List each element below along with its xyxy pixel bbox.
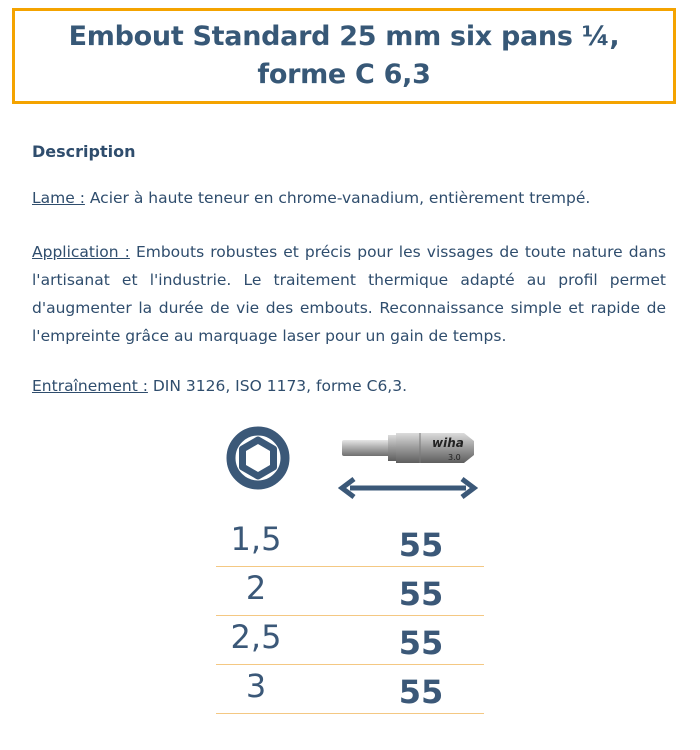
lame-label: Lame : <box>32 189 85 207</box>
lame-text: Acier à haute teneur en chrome-vanadium, entièrement trempé. <box>84 189 591 207</box>
entrainement-label: Entraînement : <box>32 377 148 395</box>
title-box <box>12 8 676 104</box>
application-text: Embouts robustes et précis pour les vissages de toute nature dans l'artisanat et l'industrie. Le traitement thermique adapté au profil permet d'augmenter la durée de vie des embouts. Reconnaissance simple et rapide de l'empreinte grâce au marquage laser pour un gain de temps. <box>32 243 666 345</box>
length-cell: 55 <box>398 624 444 662</box>
application-paragraph <box>32 238 666 350</box>
size-cell: 2,5 <box>230 618 282 656</box>
lame-paragraph <box>32 184 666 212</box>
size-cell: 3 <box>245 667 267 705</box>
length-cell: 55 <box>398 673 444 711</box>
length-cell: 55 <box>398 575 444 613</box>
page-title-line-2: forme C 6,3 <box>257 59 431 90</box>
double-arrow-icon <box>338 476 478 500</box>
table-row <box>216 518 484 567</box>
bit-size-text: 3.0 <box>448 453 461 462</box>
page-title-line-1: Embout Standard 25 mm six pans ¼, <box>68 21 620 52</box>
hexagon-socket-icon <box>224 426 292 490</box>
table-row <box>216 616 484 665</box>
spec-table <box>216 518 484 714</box>
table-row <box>216 567 484 616</box>
entrainement-text: DIN 3126, ISO 1173, forme C6,3. <box>147 377 408 395</box>
description-heading: Description <box>32 142 136 161</box>
table-row <box>216 665 484 714</box>
size-cell: 2 <box>245 569 267 607</box>
length-cell: 55 <box>398 526 444 564</box>
entrainement-paragraph <box>32 372 666 400</box>
size-cell: 1,5 <box>230 520 282 558</box>
bit-brand-text: wiha <box>432 436 464 450</box>
screwdriver-bit-image <box>340 430 478 466</box>
application-label: Application : <box>32 243 130 261</box>
